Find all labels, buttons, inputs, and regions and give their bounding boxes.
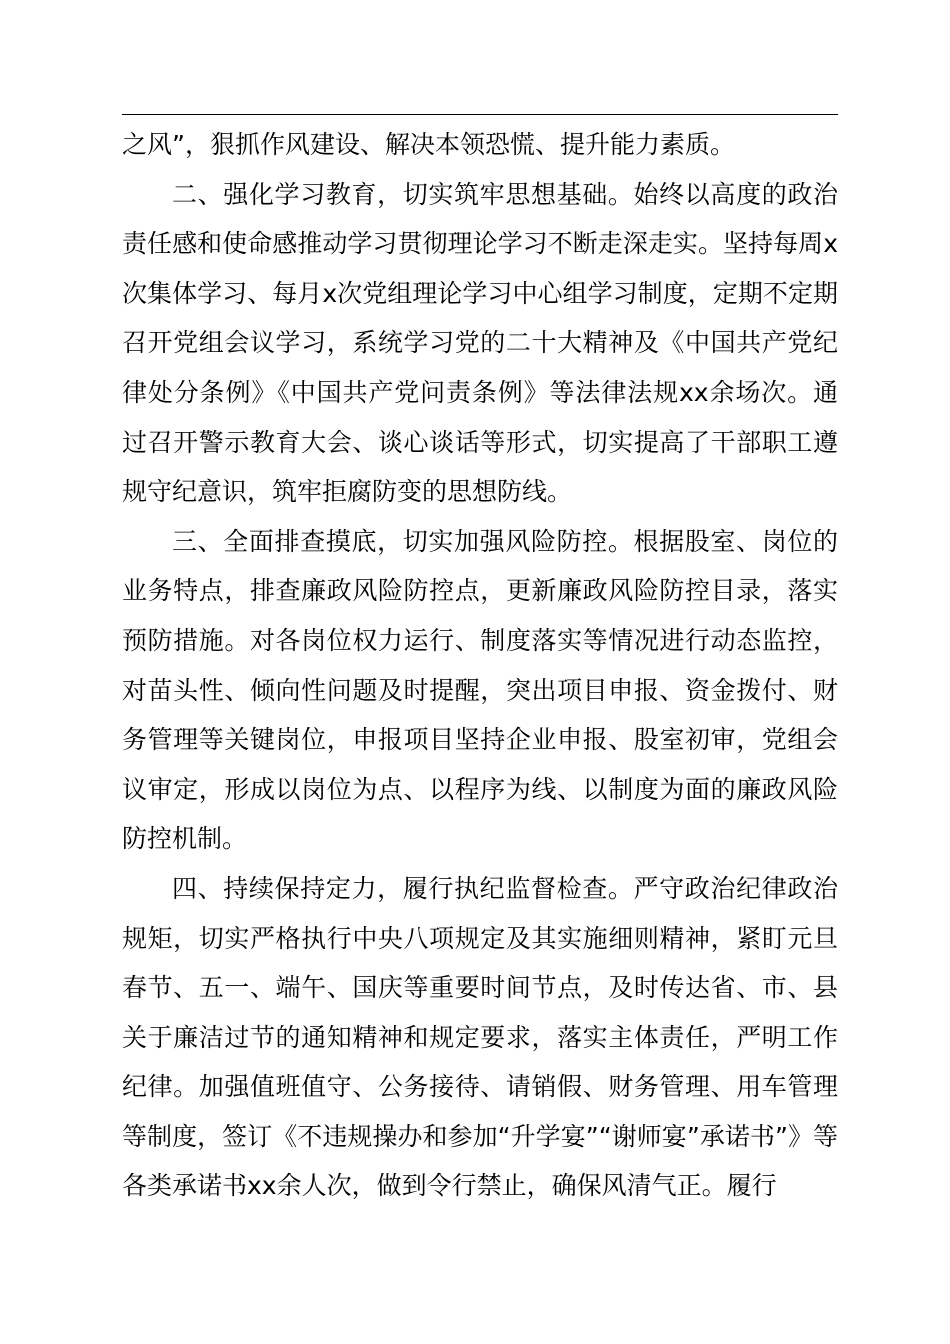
paragraph-section-four: 四、持续保持定力，履行执纪监督检查。严守政治纪律政治规矩，切实严格执行中央八项规定及其实施细则精神，紧盯元旦春节、五一、端午、国庆等重要时间节点，及时传达省、市、县关于廉洁过节的通知精神和规定要求，落实主体责任，严明工作纪律。加强值班值守、公务接待、请销假、财务管理、用车管理等制度，签订《不违规操办和参加“升学宴”“谢师宴”承诺书”》等各类承诺书xx余人次，做到令行禁止，确保风清气正。履行 — [122, 873, 838, 1201]
paragraph-section-two: 二、强化学习教育，切实筑牢思想基础。始终以高度的政治责任感和使命感推动学习贯彻理论学习不断走深走实。坚持每周x次集体学习、每月x次党组理论学习中心组学习制度，定期不定期召开党组会议学习，系统学习党的二十大精神及《中国共产党纪律处分条例》《中国共产党问责条例》等法律法规xx余场次。通过召开警示教育大会、谈心谈话等形式，切实提高了干部职工遵规守纪意识，筑牢拒腐防变的思想防线。 — [122, 179, 838, 507]
document-body — [122, 120, 838, 1211]
paragraph-continuation: 之风”，狠抓作风建设、解决本领恐慌、提升能力素质。 — [122, 130, 735, 159]
paragraph-section-three: 三、全面排查摸底，切实加强风险防控。根据股室、岗位的业务特点，排查廉政风险防控点，更新廉政风险防控目录，落实预防措施。对各岗位权力运行、制度落实等情况进行动态监控，对苗头性、倾向性问题及时提醒，突出项目申报、资金拨付、财务管理等关键岗位，申报项目坚持企业申报、股室初审，党组会议审定，形成以岗位为点、以程序为线、以制度为面的廉政风险防控机制。 — [122, 526, 838, 854]
header-rule — [122, 114, 838, 115]
